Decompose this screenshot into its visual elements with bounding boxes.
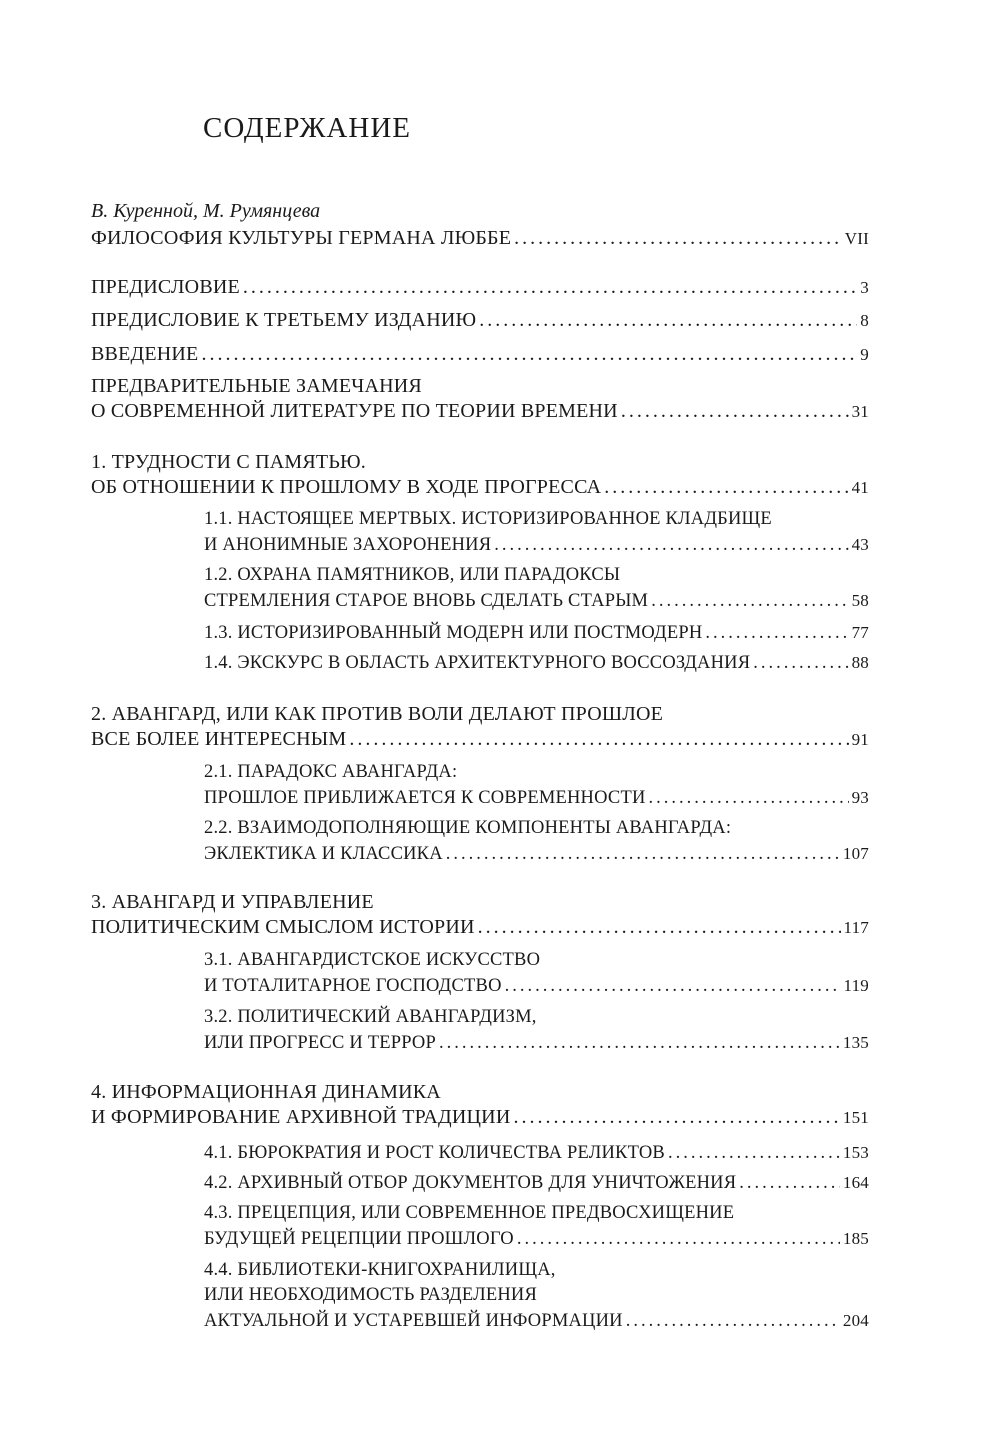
- toc-entry[interactable]: [91, 450, 869, 500]
- leader-dots: [494, 533, 848, 558]
- toc-entry-page: 204: [842, 1311, 869, 1330]
- toc-entry-title: 3.2. ПОЛИТИЧЕСКИЙ АВАНГАРДИЗМ,: [204, 1007, 537, 1027]
- toc-entry-title: ПРЕДВАРИТЕЛЬНЫЕ ЗАМЕЧАНИЯ: [91, 375, 422, 397]
- toc-entry-page: 185: [842, 1229, 869, 1248]
- toc-entry-page: 31: [851, 402, 869, 421]
- toc-entry-page: 88: [851, 653, 869, 672]
- toc-entry-title-cont: ПРОШЛОЕ ПРИБЛИЖАЕТСЯ К СОВРЕМЕННОСТИ: [204, 788, 646, 808]
- leader-dots: [478, 915, 841, 940]
- toc-entry-title: 1. ТРУДНОСТИ С ПАМЯТЬЮ.: [91, 451, 366, 473]
- toc-subentry[interactable]: [204, 1005, 869, 1056]
- toc-entry-title: 3. АВАНГАРД И УПРАВЛЕНИЕ: [91, 891, 374, 913]
- toc-entry-title-cont: ИЛИ ПРОГРЕСС И ТЕРРОР: [204, 1033, 436, 1053]
- leader-dots: [621, 399, 849, 424]
- toc-entry-title: 4. ИНФОРМАЦИОННАЯ ДИНАМИКА: [91, 1081, 441, 1103]
- toc-entry-title-cont: СТРЕМЛЕНИЯ СТАРОЕ ВНОВЬ СДЕЛАТЬ СТАРЫМ: [204, 591, 649, 611]
- toc-entry-page: 3: [860, 278, 869, 297]
- toc-entry-title: 4.1. БЮРОКРАТИЯ И РОСТ КОЛИЧЕСТВА РЕЛИКТОВ: [204, 1143, 665, 1163]
- toc-entry-title-cont: ИЛИ НЕОБХОДИМОСТЬ РАЗДЕЛЕНИЯ: [204, 1285, 537, 1305]
- toc-entry-title: ПРЕДИСЛОВИЕ: [91, 276, 240, 298]
- leader-dots: [201, 342, 857, 367]
- toc-entry-page: 153: [842, 1143, 869, 1162]
- toc-subentry[interactable]: [204, 563, 869, 614]
- toc-entry-title-cont: И ФОРМИРОВАНИЕ АРХИВНОЙ ТРАДИЦИИ: [91, 1106, 511, 1128]
- leader-dots: [753, 651, 848, 676]
- toc-entry[interactable]: [91, 308, 869, 333]
- leader-dots: [517, 1227, 840, 1252]
- toc-entry-page: VII: [844, 229, 869, 248]
- toc-entry-title: 1.1. НАСТОЯЩЕЕ МЕРТВЫХ. ИСТОРИЗИРОВАННОЕ КЛАДБИЩЕ: [204, 509, 772, 529]
- leader-dots: [604, 475, 848, 500]
- toc-entry-page: 58: [851, 591, 869, 610]
- toc-subentry[interactable]: [204, 650, 869, 676]
- toc-entry-title: 1.4. ЭКСКУРС В ОБЛАСТЬ АРХИТЕКТУРНОГО ВОССОЗДАНИЯ: [204, 653, 751, 673]
- toc-entry-page: 41: [851, 478, 869, 497]
- leader-dots: [668, 1141, 840, 1166]
- toc-entry-title: 4.3. ПРЕЦЕПЦИЯ, ИЛИ СОВРЕМЕННОЕ ПРЕДВОСХИЩЕНИЕ: [204, 1203, 735, 1223]
- toc-subentry[interactable]: [204, 1258, 869, 1334]
- toc-entry-title: ПРЕДИСЛОВИЕ К ТРЕТЬЕМУ ИЗДАНИЮ: [91, 309, 477, 331]
- author-line: В. Куренной, М. Румянцева: [91, 200, 321, 222]
- page-title: СОДЕРЖАНИЕ: [203, 112, 411, 144]
- toc-subentry[interactable]: [204, 1201, 869, 1252]
- toc-entry[interactable]: [91, 342, 869, 367]
- toc-entry[interactable]: [91, 702, 869, 752]
- toc-entry-page: 9: [860, 345, 869, 364]
- toc-entry-page: 135: [842, 1033, 869, 1052]
- leader-dots: [649, 786, 849, 811]
- toc-entry[interactable]: [91, 275, 869, 300]
- toc-entry-title-cont: О СОВРЕМЕННОЙ ЛИТЕРАТУРЕ ПО ТЕОРИИ ВРЕМЕНИ: [91, 400, 618, 422]
- toc-entry-title: 4.4. БИБЛИОТЕКИ-КНИГОХРАНИЛИЩА,: [204, 1260, 556, 1280]
- toc-entry-title: 2.1. ПАРАДОКС АВАНГАРДА:: [204, 762, 458, 782]
- toc-subentry[interactable]: [204, 1170, 869, 1196]
- toc-entry-page: 8: [860, 311, 869, 330]
- toc-entry-page: 107: [842, 844, 869, 863]
- toc-entry-page: 91: [851, 730, 869, 749]
- toc-subentry[interactable]: [204, 816, 869, 867]
- toc-subentry[interactable]: [204, 760, 869, 811]
- toc-entry-title: ВВЕДЕНИЕ: [91, 343, 199, 365]
- toc-entry[interactable]: [91, 226, 869, 251]
- toc-subentry[interactable]: [204, 620, 869, 646]
- toc-entry-title-cont: ПОЛИТИЧЕСКИМ СМЫСЛОМ ИСТОРИИ: [91, 916, 475, 938]
- toc-entry-title-cont: ВСЕ БОЛЕЕ ИНТЕРЕСНЫМ: [91, 728, 347, 750]
- leader-dots: [513, 1105, 839, 1130]
- toc-entry[interactable]: [91, 890, 869, 940]
- toc-entry-page: 151: [842, 1108, 869, 1127]
- toc-entry-title: 2. АВАНГАРД, ИЛИ КАК ПРОТИВ ВОЛИ ДЕЛАЮТ ПРОШЛОЕ: [91, 703, 664, 725]
- toc-entry-title: 4.2. АРХИВНЫЙ ОТБОР ДОКУМЕНТОВ ДЛЯ УНИЧТОЖЕНИЯ: [204, 1173, 737, 1193]
- toc-entry[interactable]: [91, 374, 869, 424]
- toc-subentry[interactable]: [204, 1140, 869, 1166]
- leader-dots: [439, 1031, 840, 1056]
- toc-subentry[interactable]: [204, 948, 869, 999]
- toc-entry-page: 43: [851, 535, 869, 554]
- toc-entry-page: 117: [843, 918, 869, 937]
- leader-dots: [505, 974, 841, 999]
- toc-entry-title: 2.2. ВЗАИМОДОПОЛНЯЮЩИЕ КОМПОНЕНТЫ АВАНГАРДА:: [204, 818, 732, 838]
- leader-dots: [479, 308, 857, 333]
- toc-subentry[interactable]: [204, 507, 869, 558]
- toc-entry-title-cont: БУДУЩЕЙ РЕЦЕПЦИИ ПРОШЛОГО: [204, 1229, 514, 1249]
- leader-dots: [739, 1171, 840, 1196]
- toc-entry-title-cont: ЭКЛЕКТИКА И КЛАССИКА: [204, 844, 443, 864]
- toc-entry[interactable]: [91, 1080, 869, 1130]
- toc-entry-title: 1.2. ОХРАНА ПАМЯТНИКОВ, ИЛИ ПАРАДОКСЫ: [204, 565, 621, 585]
- leader-dots: [626, 1309, 840, 1334]
- toc-entry-title-cont: ОБ ОТНОШЕНИИ К ПРОШЛОМУ В ХОДЕ ПРОГРЕССА: [91, 476, 602, 498]
- toc-entry-page: 119: [843, 976, 869, 995]
- toc-entry-page: 93: [851, 788, 869, 807]
- leader-dots: [514, 226, 842, 251]
- leader-dots: [705, 621, 848, 646]
- toc-entry-title-cont: И АНОНИМНЫЕ ЗАХОРОНЕНИЯ: [204, 535, 492, 555]
- leader-dots: [349, 727, 848, 752]
- toc-entry-page: 77: [851, 623, 869, 642]
- leader-dots: [651, 589, 848, 614]
- leader-dots: [243, 275, 857, 300]
- leader-dots: [446, 842, 840, 867]
- toc-entry-title: 1.3. ИСТОРИЗИРОВАННЫЙ МОДЕРН ИЛИ ПОСТМОДЕРН: [204, 623, 703, 643]
- toc-entry-page: 164: [842, 1173, 869, 1192]
- toc-entry-title: ФИЛОСОФИЯ КУЛЬТУРЫ ГЕРМАНА ЛЮББЕ: [91, 227, 512, 249]
- toc-entry-title-cont: АКТУАЛЬНОЙ И УСТАРЕВШЕЙ ИНФОРМАЦИИ: [204, 1311, 623, 1331]
- toc-entry-title: 3.1. АВАНГАРДИСТСКОЕ ИСКУССТВО: [204, 950, 541, 970]
- toc-entry-title-cont: И ТОТАЛИТАРНОЕ ГОСПОДСТВО: [204, 976, 502, 996]
